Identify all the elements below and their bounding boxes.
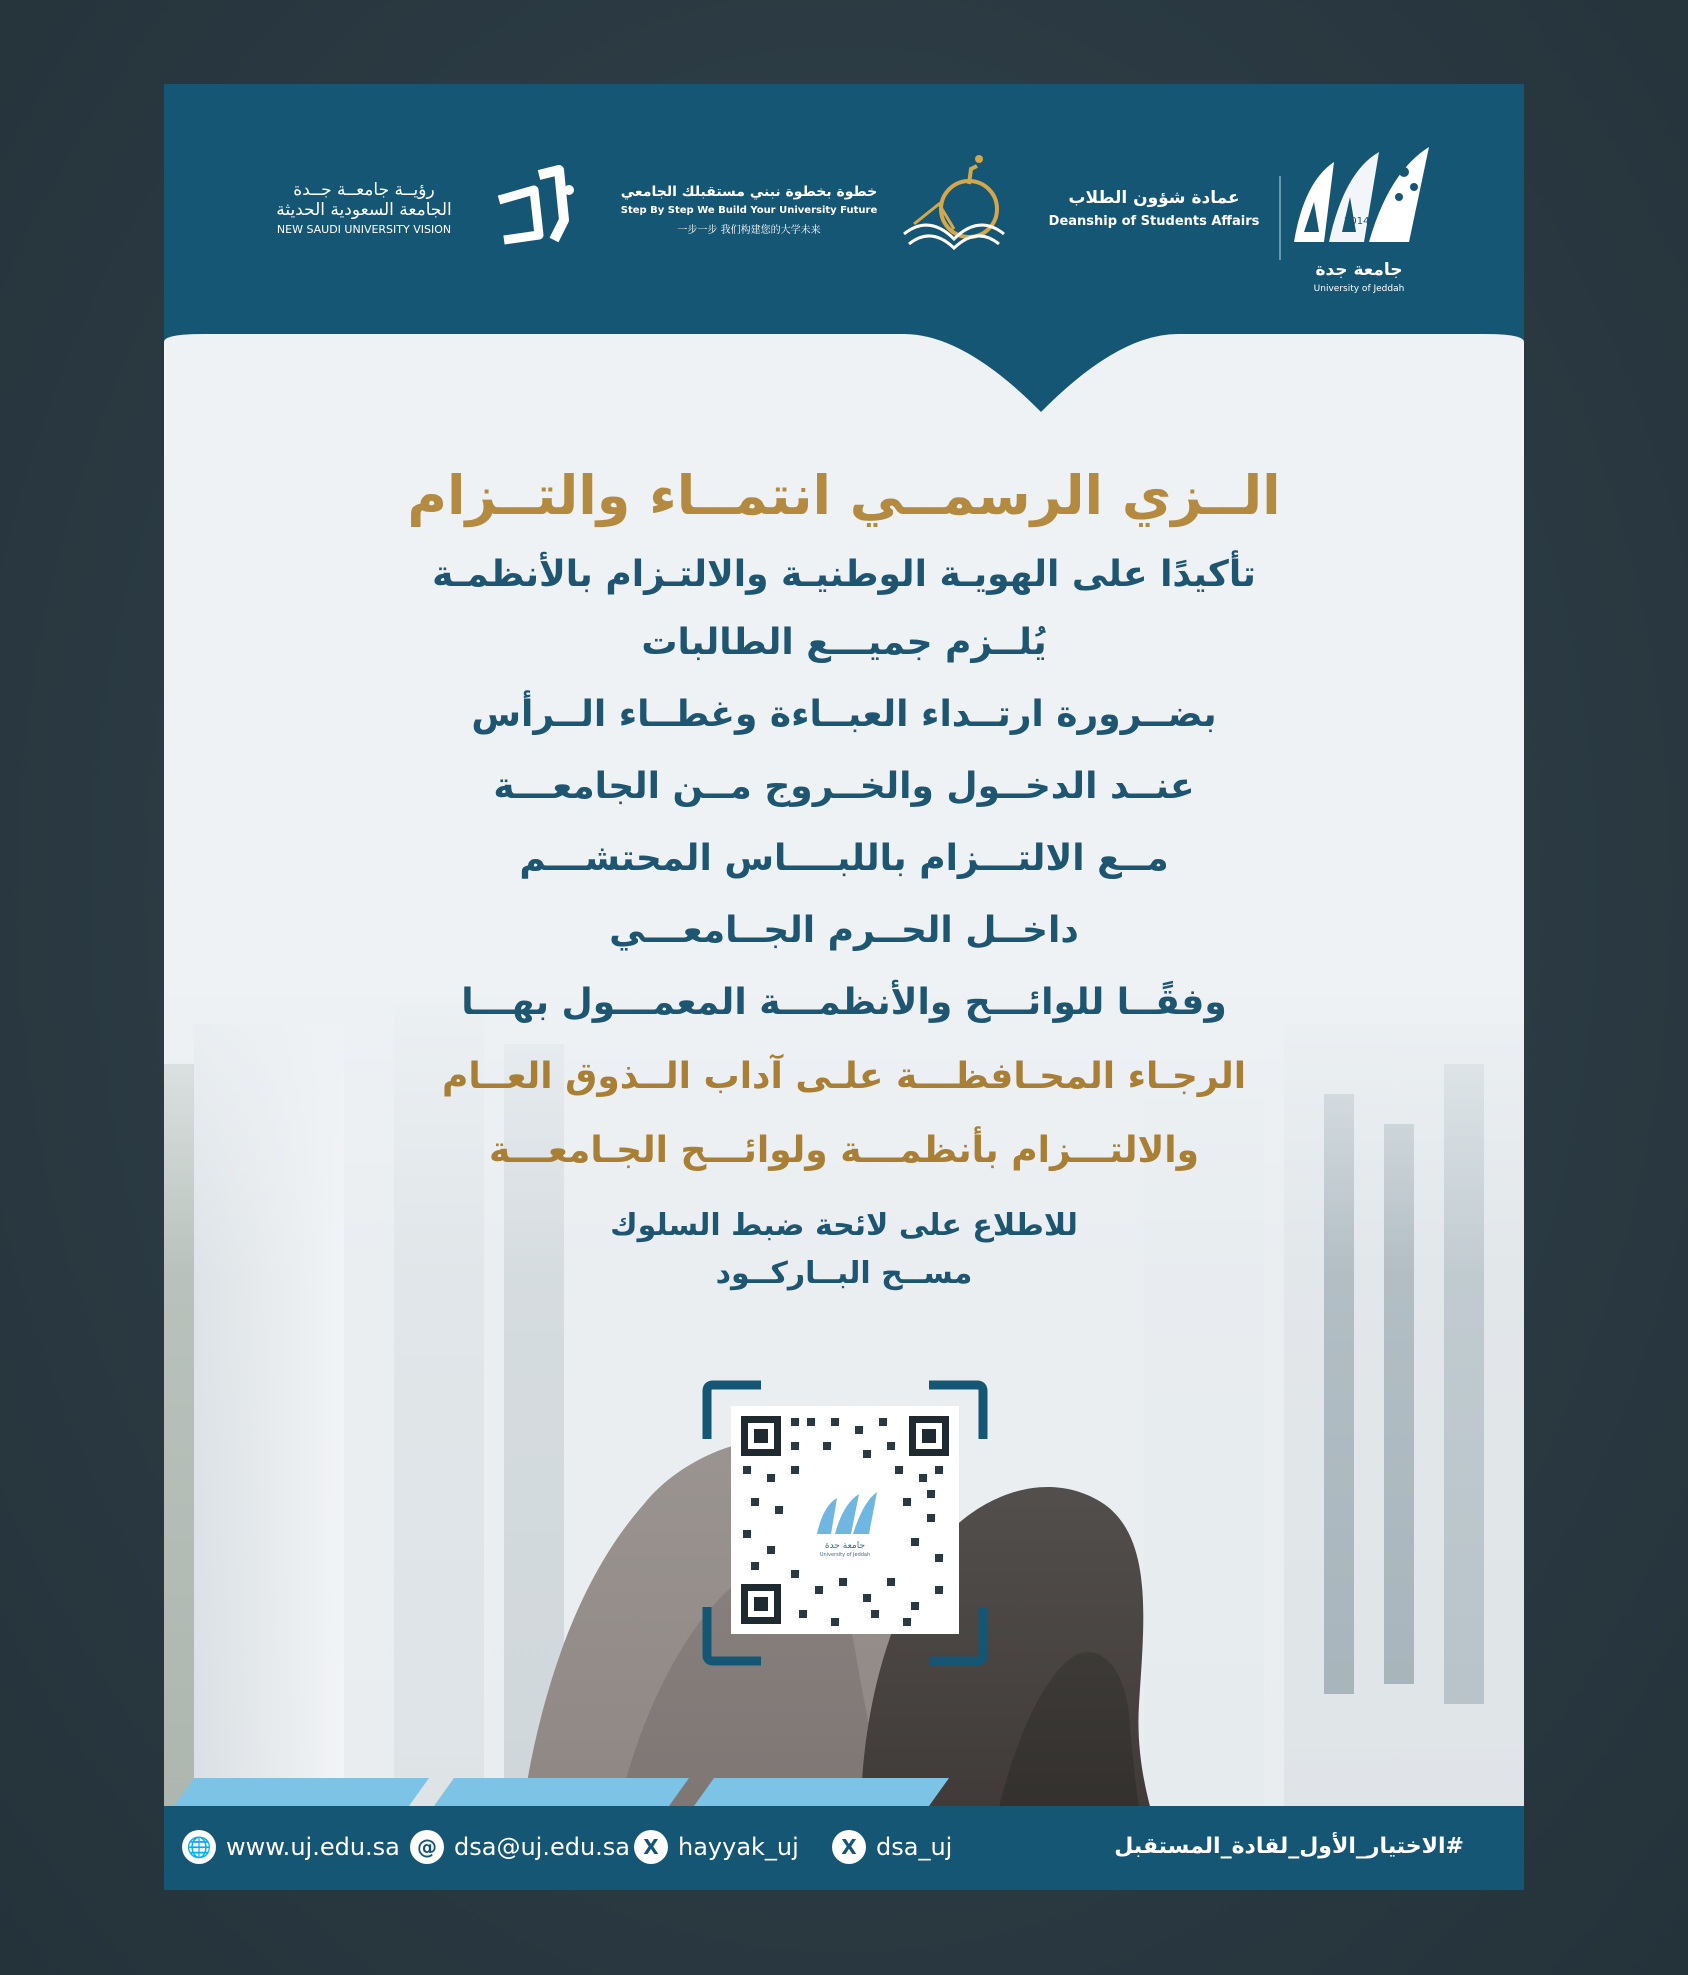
header-band — [164, 84, 1524, 322]
initiative-logo — [899, 144, 1009, 264]
vision-logo — [484, 160, 584, 260]
x-handle-2-text: dsa_uj — [876, 1833, 953, 1861]
university-logo — [1284, 142, 1444, 292]
instruction-line-2: مســح البــاركــود — [715, 1256, 973, 1291]
vision-text-ar-2: الجامعة السعودية الحديثة — [276, 200, 452, 220]
website-text: www.uj.edu.sa — [226, 1833, 400, 1861]
deanship-name-ar: عمادة شؤون الطلاب — [1068, 188, 1240, 208]
qr-pattern-icon — [731, 1406, 959, 1634]
initiative-text-en: Step By Step We Build Your University Future — [620, 205, 878, 216]
body-line-2: يُلــزم جميـــع الطالبات — [641, 622, 1047, 663]
vision-text-en: NEW SAUDI UNIVERSITY VISION — [276, 223, 452, 236]
university-name-ar: جامعة جدة — [1315, 260, 1403, 280]
email-link[interactable] — [410, 1830, 630, 1864]
vision-mark-icon — [484, 160, 584, 260]
poster — [164, 84, 1524, 1890]
vision-text-ar-1: رؤيــة جامعــة جــدة — [293, 180, 435, 200]
open-book-icon — [899, 144, 1009, 264]
headline: الــزي الرسمــي انتمــاء والتــزام — [407, 464, 1281, 527]
globe-icon: 🌐 — [182, 1830, 216, 1864]
header-divider — [1279, 176, 1281, 260]
x-handle-1-text: hayyak_uj — [678, 1833, 799, 1861]
at-sign-icon: @ — [410, 1830, 444, 1864]
email-text: dsa@uj.edu.sa — [454, 1833, 631, 1861]
university-name-en: University of Jeddah — [1313, 284, 1405, 294]
qr-code[interactable] — [731, 1406, 959, 1634]
x-link-dsa[interactable] — [832, 1830, 952, 1864]
deanship-block — [1044, 188, 1264, 229]
footer-band — [164, 1806, 1524, 1890]
x-logo-icon: X — [832, 1830, 866, 1864]
initiative-block — [614, 184, 884, 236]
qr-center-label-ar: جامعة جدة — [824, 1541, 866, 1551]
initiative-text-cn: 一步一步 我们构建您的大学未来 — [677, 225, 821, 236]
body-line-1: تأكيدًا على الهويـة الوطنيـة والالتـزام بالأنظمـة — [432, 554, 1256, 595]
body-line-3: بضــرورة ارتــداء العبــاءة وغطــاء الــرأس — [471, 694, 1217, 735]
svg-text:2014: 2014 — [1344, 216, 1370, 227]
body-line-5: مــع الالتـــزام باللبــــاس المحتشـــم — [519, 838, 1169, 879]
decorative-stripes — [164, 1776, 1524, 1806]
vision-block — [244, 180, 484, 236]
body-line-6: داخــل الحــرم الجــامعـــي — [609, 910, 1079, 951]
x-link-hayyak[interactable] — [634, 1830, 799, 1864]
book-notch-shape — [164, 322, 1524, 422]
x-logo-icon: X — [634, 1830, 668, 1864]
hashtag: #الاختيار_الأول_لقادة_المستقبل — [1114, 1834, 1464, 1859]
qr-center-label-en: University of Jeddah — [819, 1552, 871, 1558]
body-line-9: والالتـــزام بأنظمـــة ولوائـــح الجـامعـــة — [488, 1130, 1200, 1171]
university-emblem-icon — [1284, 142, 1434, 252]
body-line-7: وفقًــا للوائـــح والأنظمـــة المعمـــول بهـــا — [461, 982, 1227, 1023]
initiative-text-ar: خطوة بخطوة نبني مستقبلك الجامعي — [620, 184, 878, 200]
website-link[interactable] — [182, 1830, 400, 1864]
instruction-line-1: للاطلاع على لائحة ضبط السلوك — [610, 1208, 1078, 1243]
body-line-4: عنــد الدخــول والخــروج مــن الجامعـــة — [493, 766, 1195, 807]
deanship-name-en: Deanship of Students Affairs — [1048, 214, 1260, 229]
body-line-8: الرجـاء المحـافظـــة علـى آداب الــذوق العــام — [441, 1056, 1247, 1097]
